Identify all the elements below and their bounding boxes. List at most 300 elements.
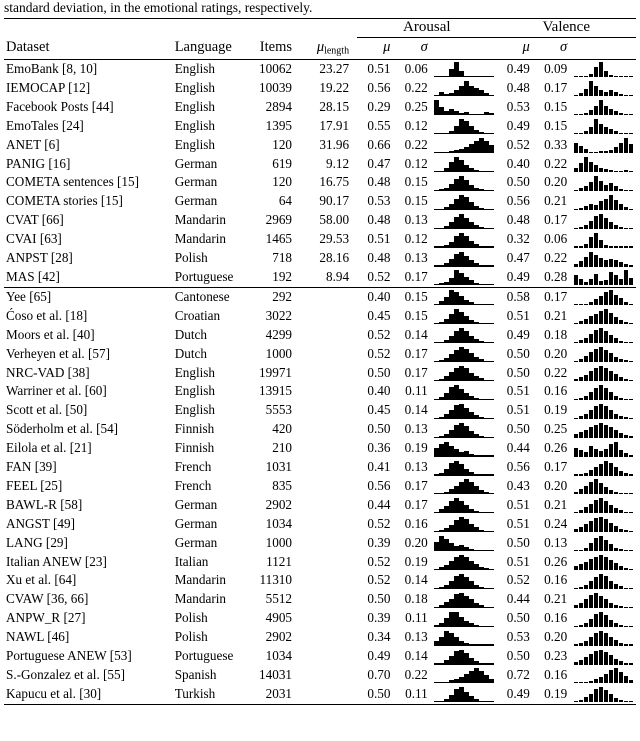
valence-histogram xyxy=(574,555,634,570)
cell-valence-sigma: 0.17 xyxy=(544,79,568,95)
cell-arousal-sigma: 0.14 xyxy=(404,572,428,588)
cell-valence-mu: 0.48 xyxy=(506,79,530,95)
cell-mu-length xyxy=(298,382,357,401)
table-body xyxy=(4,60,636,705)
spacer-dataset xyxy=(4,19,175,38)
cell-arousal-sigma: 0.19 xyxy=(404,553,428,569)
cell-arousal-sigma: 0.14 xyxy=(404,648,428,664)
cell-arousal-histogram xyxy=(432,98,497,117)
cell-mu-length xyxy=(298,685,357,704)
table-row xyxy=(4,571,636,590)
valence-histogram xyxy=(574,214,634,229)
cell-valence-histogram xyxy=(571,230,636,249)
valence-histogram xyxy=(574,423,634,438)
arousal-histogram xyxy=(434,100,494,115)
valence-histogram xyxy=(574,498,634,513)
cell-valence-sigma: 0.20 xyxy=(544,174,568,190)
table-row xyxy=(4,477,636,496)
cell-valence-mu: 0.50 xyxy=(506,534,530,550)
cell-arousal-mu: 0.45 xyxy=(367,402,391,418)
cell-arousal-histogram xyxy=(432,136,497,155)
cell-mu-length: 17.91 xyxy=(319,117,350,133)
valence-histogram xyxy=(574,479,634,494)
cell-language: Finnish xyxy=(174,440,215,456)
cell-valence-mu: 0.44 xyxy=(506,591,530,607)
header-mu-length-subscript: length xyxy=(324,45,350,56)
cell-mu-length xyxy=(298,420,357,439)
cell-language: German xyxy=(174,155,218,171)
cell-items: 1034 xyxy=(265,515,292,531)
cell-valence-histogram xyxy=(571,60,636,79)
cell-arousal-histogram xyxy=(432,515,497,534)
cell-arousal-sigma: 0.20 xyxy=(404,534,428,550)
cell-arousal-mu: 0.55 xyxy=(367,117,391,133)
arousal-histogram xyxy=(434,195,494,210)
arousal-histogram xyxy=(434,385,494,400)
cell-valence-mu: 0.56 xyxy=(506,459,530,475)
cell-valence-mu: 0.50 xyxy=(506,648,530,664)
cell-arousal-mu: 0.70 xyxy=(367,667,391,682)
arousal-histogram xyxy=(434,461,494,476)
cell-valence-sigma: 0.23 xyxy=(544,648,568,664)
header-valence-mu: μ xyxy=(522,39,530,55)
valence-histogram xyxy=(574,176,634,191)
arousal-histogram xyxy=(434,176,494,191)
valence-histogram xyxy=(574,138,634,153)
cell-mu-length: 19.22 xyxy=(319,79,350,95)
cell-valence-sigma: 0.22 xyxy=(544,155,568,171)
cell-arousal-mu: 0.36 xyxy=(367,440,391,456)
table-row xyxy=(4,211,636,230)
cell-mu-length xyxy=(298,571,357,590)
valence-histogram xyxy=(574,442,634,457)
cell-mu-length: 29.53 xyxy=(319,231,350,247)
cell-valence-histogram xyxy=(571,249,636,268)
cell-dataset: ANET [6] xyxy=(6,136,60,152)
cell-language: Finnish xyxy=(174,421,215,437)
cell-arousal-sigma: 0.11 xyxy=(405,610,428,626)
cell-valence-mu: 0.40 xyxy=(506,155,530,171)
cell-valence-sigma: 0.26 xyxy=(544,440,568,456)
cell-dataset: ANPST [28] xyxy=(6,250,73,266)
cell-arousal-histogram xyxy=(432,345,497,364)
cell-arousal-sigma: 0.14 xyxy=(404,326,428,342)
cell-language: English xyxy=(174,61,215,76)
table-row xyxy=(4,345,636,364)
cell-arousal-mu: 0.50 xyxy=(367,421,391,437)
cell-valence-mu: 0.51 xyxy=(506,515,530,531)
cell-valence-mu: 0.51 xyxy=(506,496,530,512)
cell-valence-histogram xyxy=(571,173,636,192)
table-row xyxy=(4,382,636,401)
cell-arousal-mu: 0.52 xyxy=(367,572,391,588)
cell-items: 292 xyxy=(272,288,292,304)
cell-arousal-sigma: 0.15 xyxy=(404,193,428,209)
cell-valence-sigma: 0.13 xyxy=(544,534,568,550)
arousal-histogram xyxy=(434,290,494,305)
cell-arousal-histogram xyxy=(432,192,497,211)
cell-valence-sigma: 0.17 xyxy=(544,459,568,475)
cell-arousal-histogram xyxy=(432,553,497,572)
cell-items: 10039 xyxy=(259,79,292,95)
cell-items: 64 xyxy=(278,193,292,209)
table-row xyxy=(4,685,636,704)
cell-arousal-sigma: 0.17 xyxy=(404,364,428,380)
cell-language: German xyxy=(174,174,218,190)
cell-valence-mu: 0.48 xyxy=(506,212,530,228)
cell-mu-length: 58.00 xyxy=(319,212,350,228)
valence-histogram xyxy=(574,195,634,210)
cell-dataset: Eilola et al. [21] xyxy=(6,440,92,456)
cell-valence-histogram xyxy=(571,477,636,496)
cell-language: Portuguese xyxy=(174,268,234,284)
cell-arousal-sigma: 0.14 xyxy=(404,402,428,418)
cell-dataset: IEMOCAP [12] xyxy=(6,79,91,95)
spacer-mulen xyxy=(298,19,357,38)
cell-valence-mu: 0.50 xyxy=(506,421,530,437)
group-header-row xyxy=(4,19,636,38)
arousal-histogram xyxy=(434,138,494,153)
valence-histogram xyxy=(574,668,634,683)
cell-arousal-sigma: 0.17 xyxy=(404,477,428,493)
valence-histogram xyxy=(574,574,634,589)
cell-language: Mandarin xyxy=(174,212,226,228)
cell-items: 120 xyxy=(272,174,292,190)
arousal-histogram xyxy=(434,252,494,267)
cell-arousal-histogram xyxy=(432,496,497,515)
cell-valence-histogram xyxy=(571,628,636,647)
cell-arousal-histogram xyxy=(432,439,497,458)
arousal-histogram xyxy=(434,81,494,96)
valence-histogram xyxy=(574,404,634,419)
cell-dataset: Xu et al. [64] xyxy=(6,572,77,588)
cell-valence-sigma: 0.24 xyxy=(544,515,568,531)
cell-valence-histogram xyxy=(571,117,636,136)
arousal-histogram xyxy=(434,687,494,702)
table-row xyxy=(4,458,636,477)
cell-valence-mu: 0.51 xyxy=(506,402,530,418)
cell-arousal-sigma: 0.15 xyxy=(404,288,428,304)
cell-arousal-histogram xyxy=(432,249,497,268)
arousal-histogram xyxy=(434,404,494,419)
cell-valence-mu: 0.47 xyxy=(506,250,530,266)
cell-items: 210 xyxy=(272,440,292,456)
cell-mu-length xyxy=(298,553,357,572)
cell-valence-histogram xyxy=(571,287,636,306)
cell-dataset: MAS [42] xyxy=(6,268,60,284)
cell-arousal-histogram xyxy=(432,477,497,496)
cell-valence-mu: 0.50 xyxy=(506,174,530,190)
cell-valence-sigma: 0.16 xyxy=(544,572,568,588)
cell-arousal-sigma: 0.06 xyxy=(404,61,428,76)
cell-valence-histogram xyxy=(571,609,636,628)
cell-arousal-mu: 0.48 xyxy=(367,212,391,228)
table-row xyxy=(4,79,636,98)
cell-arousal-histogram xyxy=(432,382,497,401)
cell-language: Croatian xyxy=(174,307,221,323)
table-row xyxy=(4,230,636,249)
cell-valence-histogram xyxy=(571,534,636,553)
cell-arousal-sigma: 0.16 xyxy=(404,515,428,531)
cell-arousal-mu: 0.34 xyxy=(367,629,391,645)
cell-mu-length xyxy=(298,364,357,383)
cell-valence-sigma: 0.15 xyxy=(544,117,568,133)
valence-histogram xyxy=(574,157,634,172)
cell-dataset: NRC-VAD [38] xyxy=(6,364,90,380)
cell-arousal-histogram xyxy=(432,420,497,439)
cell-valence-mu: 0.51 xyxy=(506,553,530,569)
cell-valence-sigma: 0.15 xyxy=(544,98,568,114)
arousal-histogram xyxy=(434,517,494,532)
cell-arousal-mu: 0.29 xyxy=(367,98,391,114)
cell-arousal-mu: 0.51 xyxy=(367,231,391,247)
valence-histogram xyxy=(574,233,634,248)
arousal-histogram xyxy=(434,214,494,229)
cell-mu-length xyxy=(298,515,357,534)
cell-dataset: ANPW_R [27] xyxy=(6,610,86,626)
cell-valence-histogram xyxy=(571,136,636,155)
arousal-histogram xyxy=(434,498,494,513)
header-dataset: Dataset xyxy=(6,38,50,55)
cell-items: 835 xyxy=(272,477,292,493)
cell-arousal-sigma: 0.18 xyxy=(404,591,428,607)
cell-mu-length xyxy=(298,477,357,496)
cell-items: 19971 xyxy=(259,364,292,380)
cell-items: 13915 xyxy=(259,383,292,399)
cell-dataset: Italian ANEW [23] xyxy=(6,553,107,569)
table-row xyxy=(4,173,636,192)
cell-mu-length xyxy=(298,590,357,609)
cell-arousal-histogram xyxy=(432,155,497,174)
table-row xyxy=(4,534,636,553)
cell-mu-length xyxy=(298,401,357,420)
cell-language: English xyxy=(174,117,215,133)
cell-language: English xyxy=(174,383,215,399)
valence-histogram xyxy=(574,366,634,381)
arousal-histogram xyxy=(434,119,494,134)
cell-valence-histogram xyxy=(571,515,636,534)
cell-items: 14031 xyxy=(259,667,292,682)
valence-histogram xyxy=(574,100,634,115)
cell-valence-histogram xyxy=(571,685,636,704)
cell-items: 2969 xyxy=(265,212,292,228)
cell-valence-mu: 0.56 xyxy=(506,193,530,209)
cell-valence-sigma: 0.28 xyxy=(544,268,568,284)
cell-mu-length xyxy=(298,326,357,345)
cell-arousal-mu: 0.45 xyxy=(367,307,391,323)
cell-valence-sigma: 0.17 xyxy=(544,212,568,228)
cell-mu-length: 28.16 xyxy=(319,250,350,266)
cell-mu-length xyxy=(298,307,357,326)
cell-dataset: BAWL-R [58] xyxy=(6,496,83,512)
cell-dataset: Kapucu et al. [30] xyxy=(6,685,102,701)
cell-arousal-histogram xyxy=(432,79,497,98)
cell-valence-mu: 0.49 xyxy=(506,268,530,284)
cell-dataset: Scott et al. [50] xyxy=(6,402,88,418)
cell-mu-length xyxy=(298,647,357,666)
arousal-histogram xyxy=(434,270,494,285)
cell-arousal-histogram xyxy=(432,628,497,647)
valence-group-header: Valence xyxy=(497,19,637,38)
cell-valence-mu: 0.52 xyxy=(506,572,530,588)
cell-dataset: S.-Gonzalez et al. [55] xyxy=(6,667,126,682)
header-mu-length xyxy=(298,38,357,60)
arousal-histogram xyxy=(434,668,494,683)
cell-mu-length: 16.75 xyxy=(319,174,350,190)
cell-valence-sigma: 0.22 xyxy=(544,250,568,266)
cell-language: English xyxy=(174,364,215,380)
column-header-row xyxy=(4,38,636,60)
table-row xyxy=(4,249,636,268)
cell-items: 619 xyxy=(272,155,292,171)
cell-valence-histogram xyxy=(571,553,636,572)
cell-valence-mu: 0.53 xyxy=(506,98,530,114)
valence-histogram xyxy=(574,81,634,96)
cell-arousal-histogram xyxy=(432,173,497,192)
cell-arousal-mu: 0.53 xyxy=(367,193,391,209)
cell-dataset: FAN [39] xyxy=(6,459,57,475)
cell-language: Italian xyxy=(174,553,209,569)
table-row xyxy=(4,609,636,628)
cell-mu-length xyxy=(298,496,357,515)
cell-language: Spanish xyxy=(174,667,217,682)
cell-valence-histogram xyxy=(571,268,636,287)
cell-arousal-sigma: 0.12 xyxy=(404,231,428,247)
cell-valence-sigma: 0.20 xyxy=(544,345,568,361)
cell-language: Dutch xyxy=(174,326,207,342)
cell-arousal-mu: 0.50 xyxy=(367,591,391,607)
cell-arousal-mu: 0.48 xyxy=(367,250,391,266)
table-row xyxy=(4,439,636,458)
cell-valence-mu: 0.32 xyxy=(506,231,530,247)
arousal-histogram xyxy=(434,347,494,362)
table-row xyxy=(4,192,636,211)
cell-language: Portuguese xyxy=(174,648,234,664)
table-row xyxy=(4,136,636,155)
valence-histogram xyxy=(574,593,634,608)
cell-arousal-histogram xyxy=(432,458,497,477)
cell-valence-histogram xyxy=(571,192,636,211)
valence-histogram xyxy=(574,612,634,627)
cell-items: 192 xyxy=(272,268,292,284)
cell-mu-length: 90.17 xyxy=(319,193,350,209)
cell-valence-sigma: 0.19 xyxy=(544,685,568,701)
cell-dataset: CVAI [63] xyxy=(6,231,62,247)
cell-arousal-mu: 0.47 xyxy=(367,155,391,171)
cell-arousal-mu: 0.49 xyxy=(367,648,391,664)
cell-arousal-mu: 0.40 xyxy=(367,288,391,304)
cell-arousal-histogram xyxy=(432,590,497,609)
cell-arousal-mu: 0.50 xyxy=(367,364,391,380)
table-row xyxy=(4,326,636,345)
cell-arousal-sigma: 0.13 xyxy=(404,250,428,266)
cell-mu-length xyxy=(298,345,357,364)
cell-arousal-sigma: 0.15 xyxy=(404,307,428,323)
cell-dataset: EmoBank [8, 10] xyxy=(6,61,98,76)
cell-language: Mandarin xyxy=(174,231,226,247)
cell-mu-length: 8.94 xyxy=(326,268,350,284)
cell-items: 10062 xyxy=(259,61,292,76)
arousal-histogram xyxy=(434,555,494,570)
table-row xyxy=(4,420,636,439)
arousal-group-header: Arousal xyxy=(357,19,496,38)
cell-mu-length: 31.96 xyxy=(319,136,350,152)
cell-arousal-sigma: 0.22 xyxy=(404,136,428,152)
cell-valence-sigma: 0.21 xyxy=(544,193,568,209)
arousal-histogram xyxy=(434,157,494,172)
cell-dataset: Moors et al. [40] xyxy=(6,326,95,342)
cell-arousal-sigma: 0.13 xyxy=(404,629,428,645)
cell-arousal-sigma: 0.11 xyxy=(405,685,428,701)
cell-arousal-sigma: 0.17 xyxy=(404,345,428,361)
table-row xyxy=(4,401,636,420)
cell-arousal-mu: 0.44 xyxy=(367,496,391,512)
cell-items: 1121 xyxy=(266,553,292,569)
table-row xyxy=(4,553,636,572)
cell-valence-histogram xyxy=(571,382,636,401)
arousal-histogram xyxy=(434,650,494,665)
cell-items: 1465 xyxy=(265,231,292,247)
cell-arousal-mu: 0.51 xyxy=(367,61,391,76)
table-row xyxy=(4,307,636,326)
cell-arousal-mu: 0.56 xyxy=(367,477,391,493)
cell-valence-sigma: 0.17 xyxy=(544,288,568,304)
cell-dataset: CVAT [66] xyxy=(6,212,64,228)
spacer-lang xyxy=(175,19,244,38)
cell-valence-mu: 0.72 xyxy=(506,667,530,682)
cell-language: Polish xyxy=(174,250,208,266)
cell-language: Mandarin xyxy=(174,572,226,588)
cell-arousal-sigma: 0.17 xyxy=(404,496,428,512)
cell-arousal-mu: 0.52 xyxy=(367,326,391,342)
cell-items: 1034 xyxy=(265,648,292,664)
valence-histogram xyxy=(574,650,634,665)
cell-language: English xyxy=(174,402,215,418)
cell-arousal-histogram xyxy=(432,211,497,230)
valence-histogram xyxy=(574,687,634,702)
cell-arousal-sigma: 0.15 xyxy=(404,174,428,190)
table-row xyxy=(4,590,636,609)
cell-arousal-histogram xyxy=(432,534,497,553)
table-row xyxy=(4,155,636,174)
table-row xyxy=(4,666,636,685)
cell-valence-sigma: 0.16 xyxy=(544,383,568,399)
cell-valence-sigma: 0.20 xyxy=(544,629,568,645)
cell-arousal-histogram xyxy=(432,685,497,704)
arousal-histogram xyxy=(434,536,494,551)
caption-tail-text: standard deviation, in the emotional ratings, respectively. xyxy=(4,0,313,15)
cell-valence-mu: 0.50 xyxy=(506,345,530,361)
cell-items: 11310 xyxy=(259,572,292,588)
arousal-histogram xyxy=(434,631,494,646)
cell-dataset: COMETA sentences [15] xyxy=(6,174,139,190)
cell-valence-sigma: 0.26 xyxy=(544,553,568,569)
cell-valence-histogram xyxy=(571,420,636,439)
cell-mu-length: 28.15 xyxy=(319,98,350,114)
datasets-table xyxy=(4,18,636,705)
cell-mu-length xyxy=(298,666,357,685)
arousal-histogram xyxy=(434,233,494,248)
arousal-histogram xyxy=(434,62,494,77)
cell-valence-sigma: 0.06 xyxy=(544,231,568,247)
valence-histogram xyxy=(574,309,634,324)
cell-valence-sigma: 0.18 xyxy=(544,326,568,342)
cell-valence-histogram xyxy=(571,571,636,590)
valence-histogram xyxy=(574,461,634,476)
cell-valence-mu: 0.49 xyxy=(506,685,530,701)
cell-language: Polish xyxy=(174,629,208,645)
valence-histogram xyxy=(574,347,634,362)
